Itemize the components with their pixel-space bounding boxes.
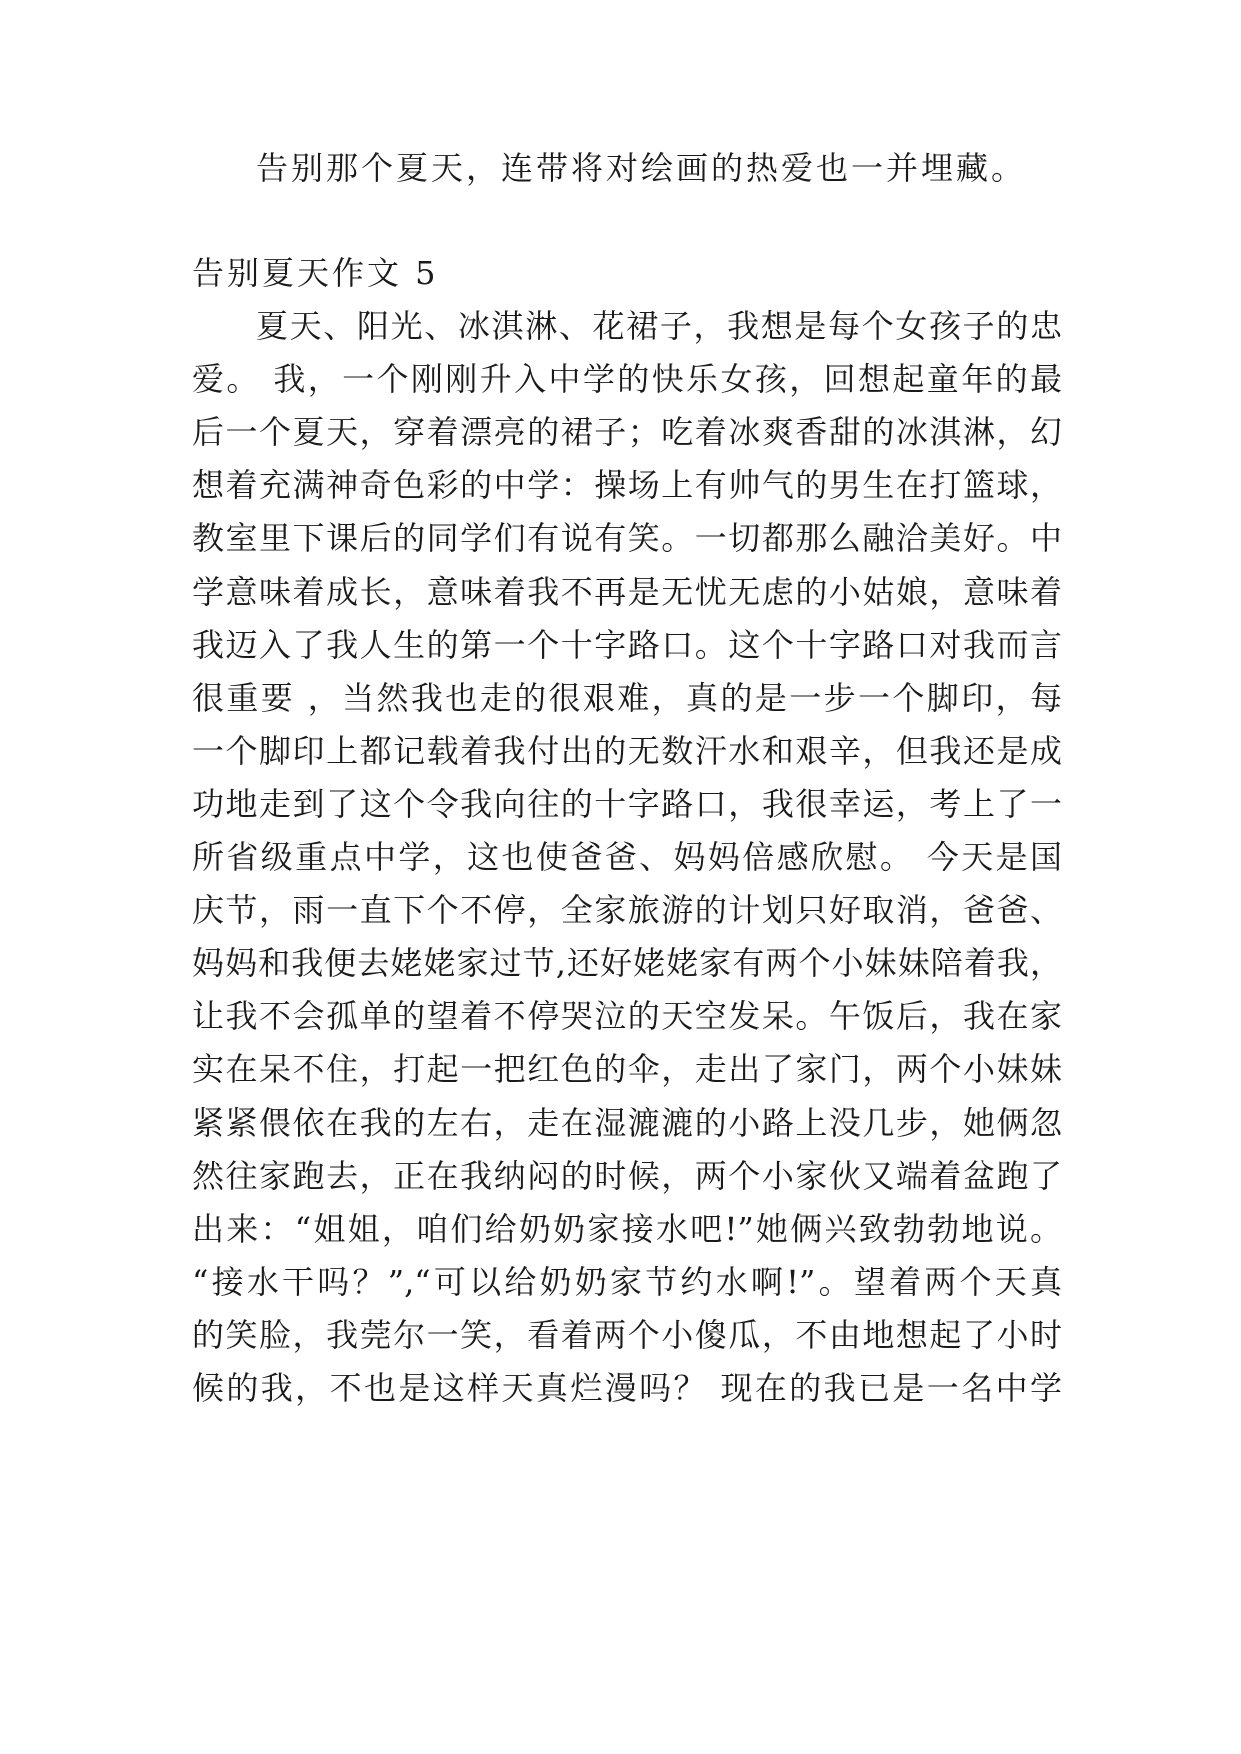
paragraph-line: 候的我，不也是这样天真烂漫吗？ 现在的我已是一名中学 [192, 1369, 1062, 1407]
paragraph-line: 实在呆不住，打起一把红色的伞，走出了家门，两个小妹妹 [192, 1050, 1062, 1088]
paragraph-line: 紧紧偎依在我的左右，走在湿漉漉的小路上没几步，她俩忽 [192, 1104, 1062, 1142]
paragraph-line: 让我不会孤单的望着不停哭泣的天空发呆。午饭后，我在家 [192, 997, 1062, 1035]
section-title: 告别夏天作文 5 [192, 254, 439, 292]
paragraph-line: 然往家跑去，正在我纳闷的时候，两个小家伙又端着盆跑了 [192, 1157, 1062, 1195]
paragraph-line: 的笑脸，我莞尔一笑，看着两个小傻瓜，不由地想起了小时 [192, 1316, 1062, 1354]
paragraph-line: 后一个夏天，穿着漂亮的裙子；吃着冰爽香甜的冰淇淋，幻 [192, 413, 1062, 451]
paragraph-line: 想着充满神奇色彩的中学：操场上有帅气的男生在打篮球， [192, 466, 1062, 504]
paragraph-line: 所省级重点中学，这也使爸爸、妈妈倍感欣慰。 今天是国 [192, 838, 1062, 876]
closing-line: 告别那个夏天，连带将对绘画的热爱也一并埋藏。 [256, 149, 1027, 187]
paragraph-line: 出来：“姐姐，咱们给奶奶家接水吧!”她俩兴致勃勃地说。 [192, 1210, 1062, 1248]
paragraph-line: 教室里下课后的同学们有说有笑。一切都那么融洽美好。中 [192, 519, 1062, 557]
paragraph-line: 妈妈和我便去姥姥家过节,还好姥姥家有两个小妹妹陪着我， [192, 944, 1062, 982]
paragraph-line: 很重要 ，当然我也走的很艰难，真的是一步一个脚印，每 [192, 679, 1062, 717]
paragraph-line: 庆节，雨一直下个不停，全家旅游的计划只好取消，爸爸、 [192, 891, 1062, 929]
paragraph-line: 功地走到了这个令我向往的十字路口，我很幸运，考上了一 [192, 785, 1062, 823]
paragraph-line: 我迈入了我人生的第一个十字路口。这个十字路口对我而言 [192, 626, 1062, 664]
paragraph-line: “接水干吗？”,“可以给奶奶家节约水啊!”。望着两个天真 [192, 1263, 1062, 1301]
paragraph-line: 学意味着成长，意味着我不再是无忧无虑的小姑娘，意味着 [192, 573, 1062, 611]
paragraph-line: 爱。 我，一个刚刚升入中学的快乐女孩，回想起童年的最 [192, 360, 1062, 398]
paragraph-line: 一个脚印上都记载着我付出的无数汗水和艰辛，但我还是成 [192, 732, 1062, 770]
paragraph-line: 夏天、阳光、冰淇淋、花裙子，我想是每个女孩子的忠 [256, 307, 1062, 345]
